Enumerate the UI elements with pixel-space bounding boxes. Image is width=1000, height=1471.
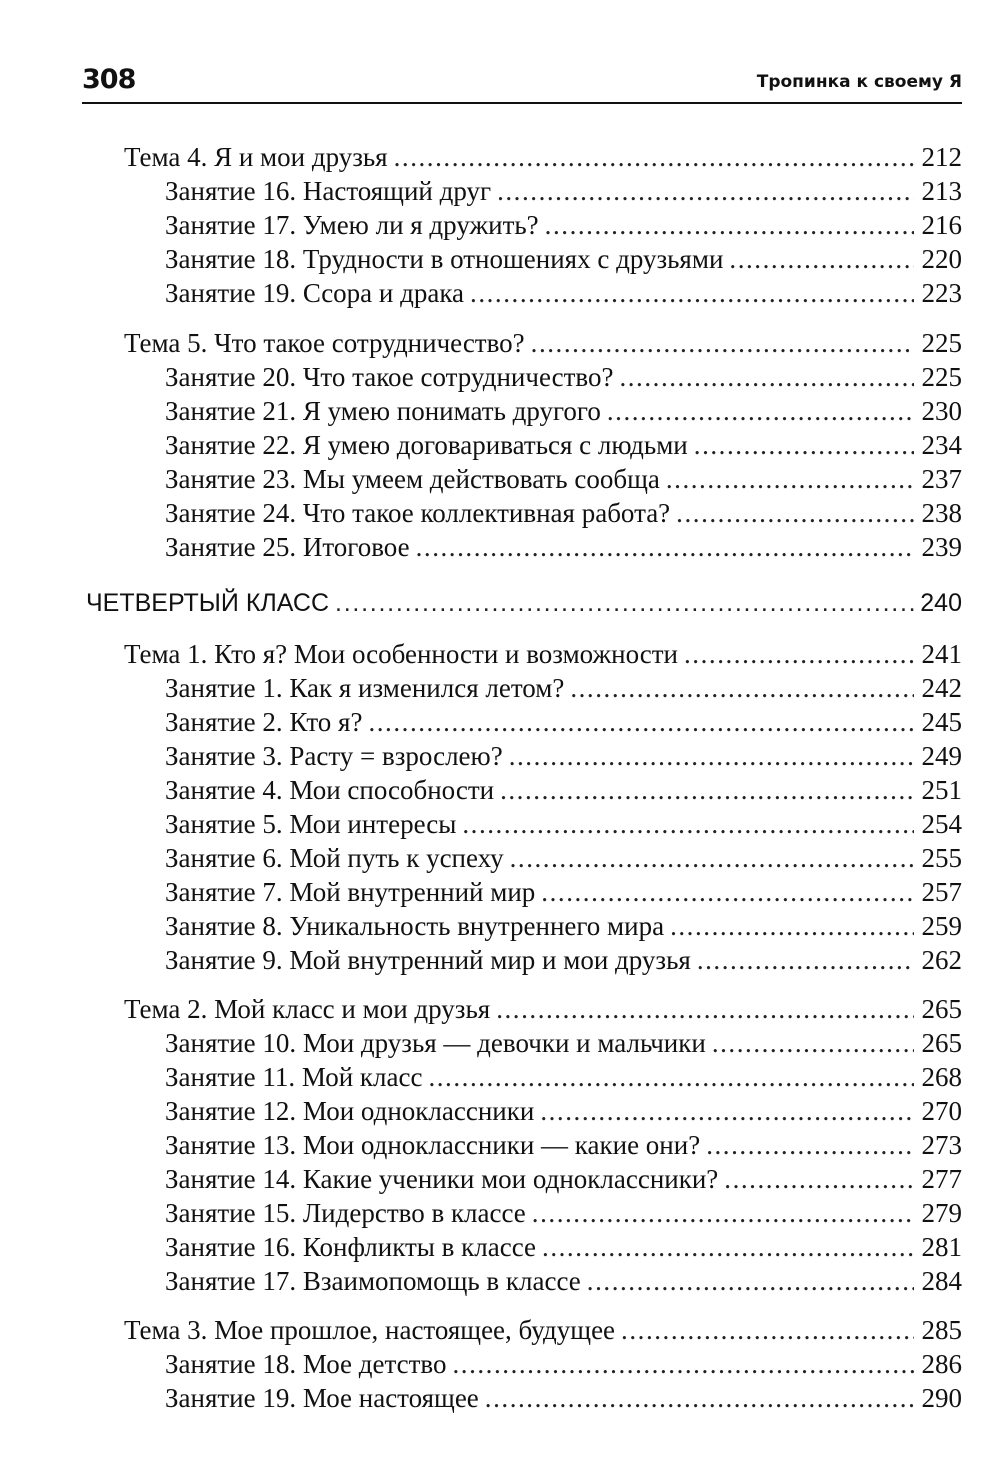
toc-entry-title: Занятие 17. Взаимопомощь в классе bbox=[165, 1266, 581, 1296]
toc-entry-topic bbox=[124, 992, 962, 1026]
toc-entry-page: 249 bbox=[921, 741, 962, 771]
dot-leader bbox=[724, 1162, 914, 1196]
toc-entry-page: 239 bbox=[921, 532, 962, 562]
dot-leader bbox=[509, 739, 914, 773]
toc-entry-lesson bbox=[165, 909, 962, 943]
toc-entry-title: Занятие 10. Мои друзья — девочки и мальчики bbox=[165, 1028, 706, 1058]
toc-entry-lesson bbox=[165, 360, 962, 394]
toc-entry-lesson bbox=[165, 739, 962, 773]
toc-entry-title: Занятие 24. Что такое коллективная работа? bbox=[165, 498, 671, 528]
toc-entry-page: 238 bbox=[921, 498, 962, 528]
toc-entry-page: 237 bbox=[921, 464, 962, 494]
dot-leader bbox=[510, 841, 914, 875]
dot-leader bbox=[684, 637, 914, 671]
toc-entry-title: Занятие 20. Что такое сотрудничество? bbox=[165, 362, 614, 392]
toc-entry-lesson bbox=[165, 1264, 962, 1298]
toc-entry-title: Занятие 5. Мои интересы bbox=[165, 809, 457, 839]
dot-leader bbox=[587, 1264, 914, 1298]
toc-entry-title: Занятие 23. Мы умеем действовать сообща bbox=[165, 464, 660, 494]
toc-entry-page: 216 bbox=[921, 210, 962, 240]
dot-leader bbox=[485, 1381, 914, 1415]
toc-entry-lesson bbox=[165, 1347, 962, 1381]
toc-entry-page: 277 bbox=[921, 1164, 962, 1194]
toc-entry-page: 265 bbox=[921, 1028, 962, 1058]
toc-entry-title: Занятие 13. Мои одноклассники — какие они? bbox=[165, 1130, 701, 1160]
toc-entry-page: 281 bbox=[921, 1232, 962, 1262]
toc-entry-lesson bbox=[165, 1060, 962, 1094]
dot-leader bbox=[619, 360, 914, 394]
toc-entry-lesson bbox=[165, 1162, 962, 1196]
page-number: 308 bbox=[82, 64, 136, 95]
toc-entry-title: Занятие 2. Кто я? bbox=[165, 707, 363, 737]
toc-entry-page: 251 bbox=[921, 775, 962, 805]
dot-leader bbox=[676, 496, 914, 530]
toc-entry-title: Занятие 4. Мои способности bbox=[165, 775, 495, 805]
toc-entry-title: Занятие 11. Мой класс bbox=[165, 1062, 423, 1092]
dot-leader bbox=[712, 1026, 914, 1060]
toc-entry-title: Тема 5. Что такое сотрудничество? bbox=[124, 328, 525, 358]
dot-leader bbox=[496, 992, 914, 1026]
toc-entry-page: 286 bbox=[921, 1349, 962, 1379]
toc-entry-title: ЧЕТВЕРТЫЙ КЛАСС bbox=[86, 589, 330, 617]
toc-entry-lesson bbox=[165, 841, 962, 875]
toc-entry-title: Занятие 22. Я умею договариваться с людьми bbox=[165, 430, 688, 460]
toc-entry-page: 234 bbox=[921, 430, 962, 460]
dot-leader bbox=[416, 530, 914, 564]
dot-leader bbox=[670, 909, 914, 943]
toc-entry-page: 240 bbox=[920, 589, 962, 617]
toc-entry-title: Тема 3. Мое прошлое, настоящее, будущее bbox=[124, 1315, 616, 1345]
toc-entry-section bbox=[86, 586, 962, 620]
toc-entry-page: 213 bbox=[921, 176, 962, 206]
toc-entry-lesson bbox=[165, 875, 962, 909]
toc-entry-lesson bbox=[165, 242, 962, 276]
toc-entry-title: Занятие 18. Мое детство bbox=[165, 1349, 447, 1379]
toc-entry-lesson bbox=[165, 496, 962, 530]
toc-entry-page: 290 bbox=[921, 1383, 962, 1413]
dot-leader bbox=[542, 1230, 914, 1264]
toc-entry-lesson bbox=[165, 174, 962, 208]
toc-entry-page: 257 bbox=[921, 877, 962, 907]
toc-entry-topic bbox=[124, 140, 962, 174]
toc-entry-title: Занятие 25. Итоговое bbox=[165, 532, 410, 562]
toc-entry-title: Тема 2. Мой класс и мои друзья bbox=[124, 994, 491, 1024]
running-title: Тропинка к своему Я bbox=[756, 72, 962, 92]
toc-entry-page: 245 bbox=[921, 707, 962, 737]
toc-entry-title: Занятие 12. Мои одноклассники bbox=[165, 1096, 535, 1126]
dot-leader bbox=[335, 586, 914, 620]
toc-entry-topic bbox=[124, 637, 962, 671]
toc-entry-lesson bbox=[165, 1026, 962, 1060]
toc-entry-page: 268 bbox=[921, 1062, 962, 1092]
toc-entry-title: Занятие 19. Ссора и драка bbox=[165, 278, 465, 308]
toc-entry-page: 284 bbox=[921, 1266, 962, 1296]
toc-entry-title: Тема 1. Кто я? Мои особенности и возможности bbox=[124, 639, 678, 669]
toc-entry-page: 262 bbox=[921, 945, 962, 975]
dot-leader bbox=[570, 671, 914, 705]
dot-leader bbox=[428, 1060, 914, 1094]
toc-entry-page: 279 bbox=[921, 1198, 962, 1228]
toc-entry-title: Занятие 3. Расту = взрослею? bbox=[165, 741, 503, 771]
toc-entry-topic bbox=[124, 1313, 962, 1347]
dot-leader bbox=[607, 394, 914, 428]
toc-entry-page: 241 bbox=[921, 639, 962, 669]
dot-leader bbox=[541, 875, 914, 909]
toc-entry-title: Занятие 21. Я умею понимать другого bbox=[165, 396, 601, 426]
dot-leader bbox=[500, 773, 914, 807]
toc-entry-lesson bbox=[165, 943, 962, 977]
dot-leader bbox=[394, 140, 914, 174]
toc-entry-lesson bbox=[165, 462, 962, 496]
toc-entry-title: Занятие 8. Уникальность внутреннего мира bbox=[165, 911, 665, 941]
toc-entry-lesson bbox=[165, 276, 962, 310]
toc-entry-title: Занятие 15. Лидерство в классе bbox=[165, 1198, 526, 1228]
toc-entry-lesson bbox=[165, 1381, 962, 1415]
toc-entry-title: Занятие 9. Мой внутренний мир и мои друзья bbox=[165, 945, 691, 975]
toc-entry-title: Занятие 17. Умею ли я дружить? bbox=[165, 210, 539, 240]
dot-leader bbox=[497, 174, 914, 208]
dot-leader bbox=[452, 1347, 914, 1381]
toc-entry-page: 225 bbox=[921, 328, 962, 358]
toc-entry-title: Занятие 1. Как я изменился летом? bbox=[165, 673, 565, 703]
toc-entry-page: 273 bbox=[921, 1130, 962, 1160]
toc-entry-page: 265 bbox=[921, 994, 962, 1024]
dot-leader bbox=[470, 276, 914, 310]
toc-entry-lesson bbox=[165, 1094, 962, 1128]
toc-entry-page: 242 bbox=[921, 673, 962, 703]
toc-entry-page: 254 bbox=[921, 809, 962, 839]
dot-leader bbox=[621, 1313, 914, 1347]
toc-entry-page: 220 bbox=[921, 244, 962, 274]
dot-leader bbox=[368, 705, 914, 739]
dot-leader bbox=[666, 462, 914, 496]
toc-entry-lesson bbox=[165, 394, 962, 428]
toc-entry-page: 259 bbox=[921, 911, 962, 941]
toc-entry-page: 270 bbox=[921, 1096, 962, 1126]
toc-entry-lesson bbox=[165, 428, 962, 462]
dot-leader bbox=[532, 1196, 914, 1230]
toc-entry-lesson bbox=[165, 1128, 962, 1162]
toc-entry-title: Занятие 6. Мой путь к успеху bbox=[165, 843, 504, 873]
toc-entry-title: Занятие 16. Конфликты в классе bbox=[165, 1232, 537, 1262]
toc-entry-page: 285 bbox=[921, 1315, 962, 1345]
dot-leader bbox=[694, 428, 914, 462]
dot-leader bbox=[729, 242, 914, 276]
toc-entry-title: Тема 4. Я и мои друзья bbox=[124, 142, 388, 172]
toc-entry-page: 225 bbox=[921, 362, 962, 392]
toc-entry-page: 255 bbox=[921, 843, 962, 873]
toc-entry-lesson bbox=[165, 1230, 962, 1264]
toc-entry-lesson bbox=[165, 208, 962, 242]
toc-entry-page: 223 bbox=[921, 278, 962, 308]
toc-entry-topic bbox=[124, 326, 962, 360]
toc-entry-title: Занятие 16. Настоящий друг bbox=[165, 176, 492, 206]
toc-entry-lesson bbox=[165, 807, 962, 841]
toc-entry-lesson bbox=[165, 530, 962, 564]
page-header bbox=[82, 62, 962, 104]
toc-entry-page: 212 bbox=[921, 142, 962, 172]
toc-entry-title: Занятие 7. Мой внутренний мир bbox=[165, 877, 536, 907]
dot-leader bbox=[531, 326, 914, 360]
dot-leader bbox=[540, 1094, 914, 1128]
toc-entry-title: Занятие 14. Какие ученики мои одноклассники? bbox=[165, 1164, 719, 1194]
toc-entry-lesson bbox=[165, 705, 962, 739]
dot-leader bbox=[697, 943, 914, 977]
dot-leader bbox=[462, 807, 914, 841]
dot-leader bbox=[545, 208, 914, 242]
toc-entry-lesson bbox=[165, 1196, 962, 1230]
dot-leader bbox=[706, 1128, 914, 1162]
toc-entry-page: 230 bbox=[921, 396, 962, 426]
toc-entry-lesson bbox=[165, 671, 962, 705]
toc-entry-title: Занятие 18. Трудности в отношениях с друзьями bbox=[165, 244, 724, 274]
toc-entry-lesson bbox=[165, 773, 962, 807]
toc-entry-title: Занятие 19. Мое настоящее bbox=[165, 1383, 479, 1413]
